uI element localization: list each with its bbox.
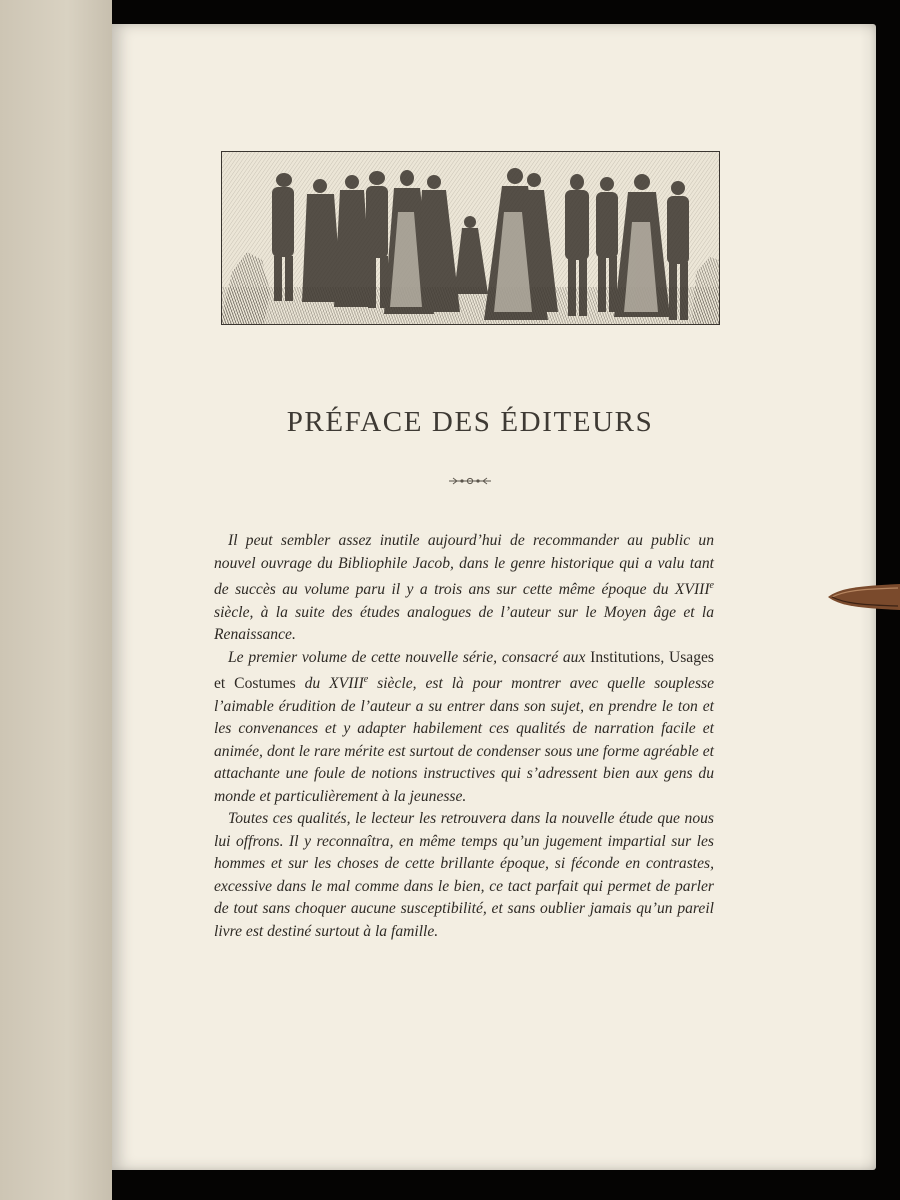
book-title-reference: Institutions, Usages et Costumes (214, 648, 715, 693)
paragraph-2-text-a: Le premier volume de cette nouvelle série, consacré aux (228, 648, 591, 666)
superscript-e: e (709, 580, 714, 591)
paragraph-1 (214, 530, 714, 647)
left-page-edge (0, 0, 112, 1200)
paragraph-3 (214, 808, 714, 943)
paragraph-3-text: Toutes ces qualités, le lecteur les retrouvera dans la nouvelle étude que nous lui offrons. Il y reconnaîtra, en même temps qu’un jugement impartial sur les hommes et sur les choses de cette brillante époque, si féconde en contrastes, excessive dans le mal comme dans le bien, ce tact parfait qui permet de parler de tout sans choquer aucune susceptibilité, et sans oublier jamais qu’un pareil livre est destiné surtout à la famille. (214, 810, 714, 940)
paragraph-2 (214, 647, 714, 809)
paragraph-2-text-b: du XVIII (295, 675, 364, 693)
ornament-divider-icon (445, 474, 495, 488)
superscript-e: e (363, 674, 369, 686)
paragraph-2-text-c: siècle, est là pour montrer avec quelle souplesse l’aimable érudition de l’auteur a su entrer dans son sujet, en prendre le ton et les convenances et y adapter habilement ces qualités de narration facile et animée, dont le rare mérite est surtout de condenser sous une forme agréable et attachante une foule de notions instructives qui s’adressent bien aux gens du monde et particulièrement à la jeunesse. (214, 675, 715, 805)
paragraph-1-text-a: Il peut sembler assez inutile aujourd’hui de recommander au public un nouvel ouvrage du Bibliophile Jacob, dans le genre historique qui a valu tant de succès au volume paru il y a trois ans sur cette même époque du XVIII (214, 532, 714, 599)
engraved-illustration (221, 151, 720, 325)
page-title: PRÉFACE DES ÉDITEURS (286, 406, 654, 438)
preface-body (214, 530, 714, 943)
paragraph-1-text-b: siècle, à la suite des études analogues de l’auteur sur le Moyen âge et la Renaissance. (214, 603, 714, 644)
bookmark-ribbon-icon (828, 582, 900, 612)
engraving-image (222, 152, 719, 324)
